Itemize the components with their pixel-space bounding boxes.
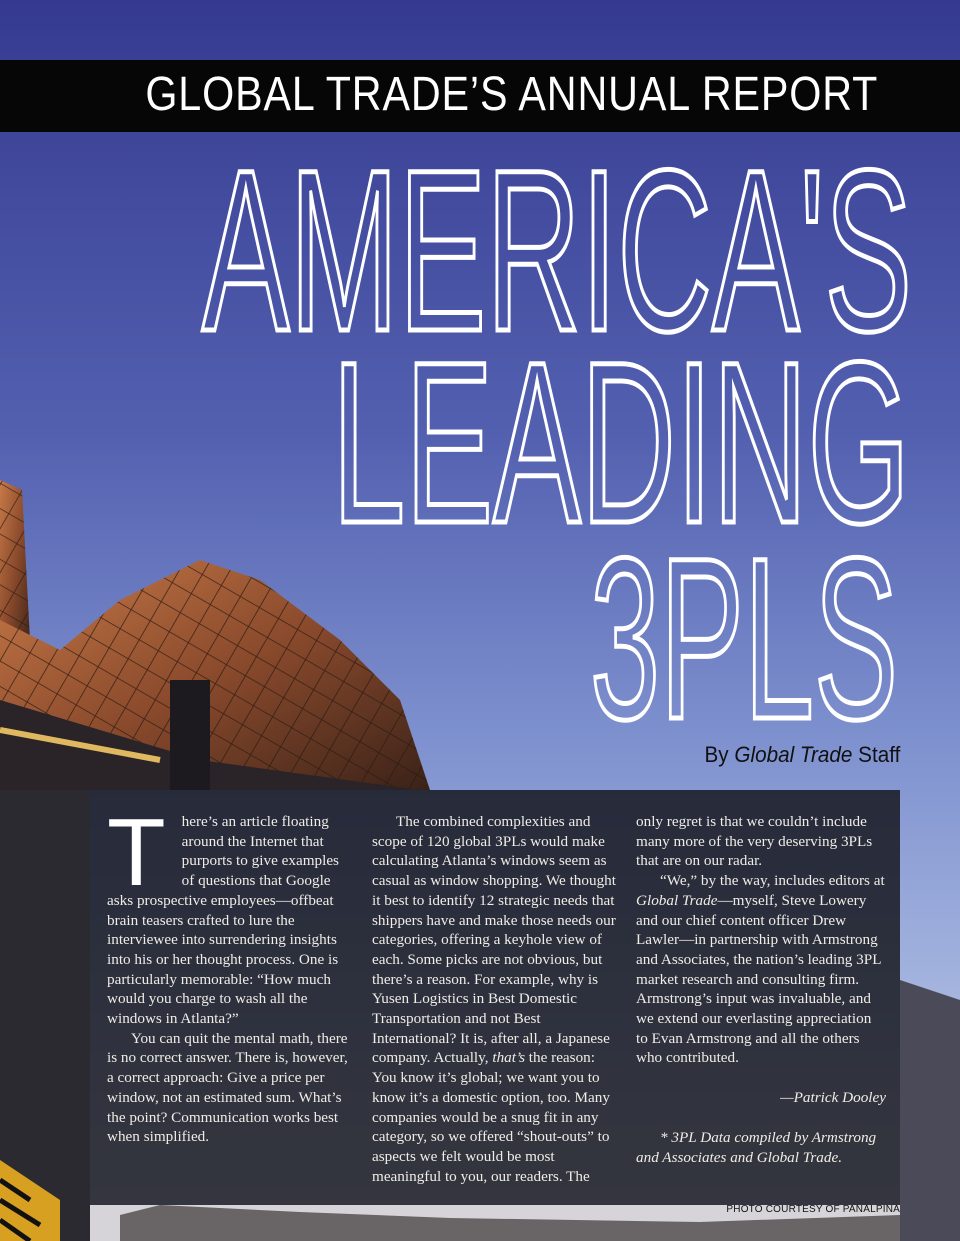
- column-2-text-b: the reason: You know it’s global; we want you to know it’s a domestic option, too. Many companies would be a snug fit in any category, so we offered “shout-outs” to aspects we felt would be most meaningful to you, our readers. The: [372, 1049, 610, 1185]
- byline-suffix: Staff: [857, 742, 900, 767]
- column-2-text-a: The combined complexities and scope of 120 global 3PLs would make calculating Atlanta’s windows seem as casual as window shopping. We thought it best to identify 12 strategic needs that shippers have and make those needs our categories, offering a keyhole view of each. Some picks are not obvious, but there’s a reason. For example, why is Yusen Logistics in Best Domestic Transportation and not Best International? It is, after all, a Japanese company. Actually,: [372, 813, 616, 1067]
- byline-prefix: By: [704, 742, 729, 767]
- data-footnote: * 3PL Data compiled by Armstrong and Associates and Global Trade.: [636, 1128, 877, 1166]
- column-1-paragraph-1: here’s an article floating around the Internet that purports to give examples of questions that Google asks prospective employees—offbeat brain teasers crafted to lure the interviewee into surrendering insights into his or her thought process. One is particularly memorable: “How much would you charge to wash all the windows in Atlanta?”: [107, 813, 339, 1028]
- headline-line-1: AMERICA'S: [202, 140, 912, 379]
- author-signature: —Patrick Dooley: [780, 1089, 886, 1107]
- column-3-text-a: “We,” by the way, includes editors at: [660, 872, 885, 890]
- headline: [0, 140, 960, 740]
- column-3-text-b: —myself, Steve Lowery and our chief content officer Drew Lawler—in partnership with Armstrong and Associates, the nation’s leading 3PL market research and consulting firm. Armstrong’s input was invaluable, and we extend our everlasting appreciation to Evan Armstrong and all the others who contributed.: [636, 891, 881, 1067]
- headline-line-3: 3PLS: [590, 510, 898, 740]
- drop-cap: T: [107, 799, 166, 906]
- article-column-1: [107, 799, 354, 1147]
- column-3-emphasis: Global Trade: [636, 891, 718, 909]
- article-box: [90, 790, 900, 1205]
- report-kicker: GLOBAL TRADE’S ANNUAL REPORT: [145, 68, 878, 121]
- photo-credit: PHOTO COURTESY OF PANALPINA: [726, 1204, 900, 1215]
- byline: [704, 742, 900, 768]
- byline-publication: Global Trade: [734, 742, 853, 767]
- column-3-paragraph-1: only regret is that we couldn’t include many more of the very deserving 3PLs that are on our radar.: [636, 813, 873, 870]
- article-column-2: [372, 812, 619, 1186]
- article-column-3: [636, 812, 886, 1167]
- column-1-paragraph-2: You can quit the mental math, there is no correct answer. There is, however, a correct approach: Give a price per window, not an estimated sum. What’s the point? Communication works best when simplified.: [107, 1029, 348, 1146]
- headline-line-2: LEADING: [332, 314, 910, 571]
- column-2-emphasis: that’s: [492, 1049, 525, 1067]
- title-banner: [0, 60, 960, 132]
